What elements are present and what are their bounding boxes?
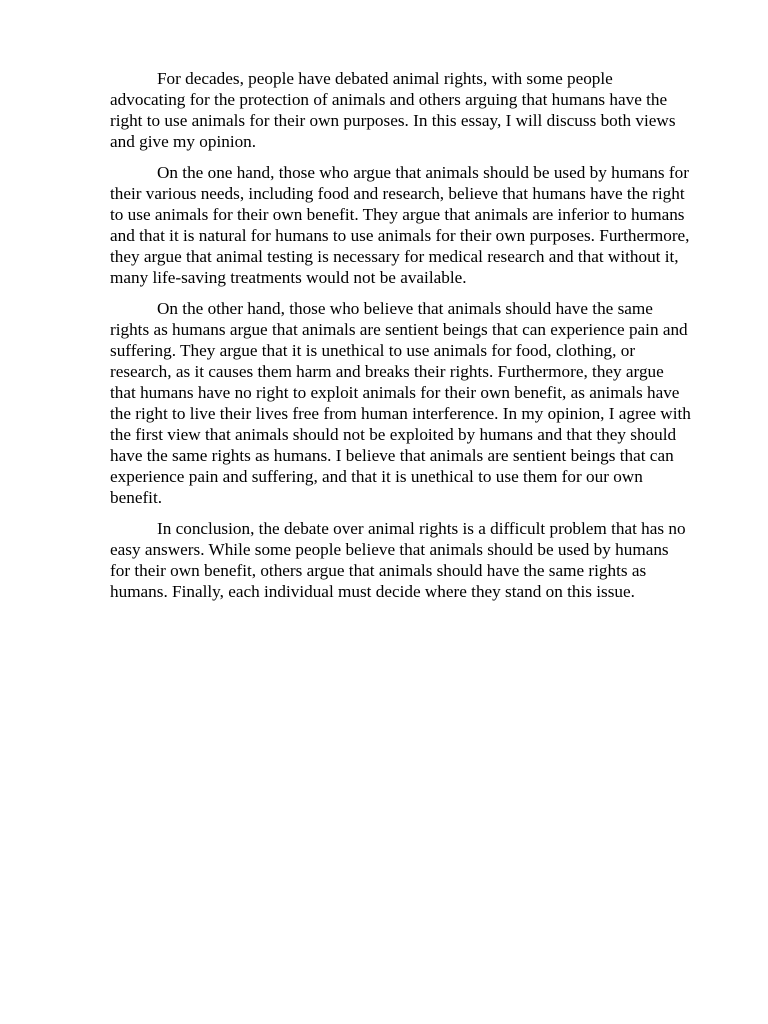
essay-body bbox=[110, 68, 692, 602]
paragraph-first-view: On the one hand, those who argue that animals should be used by humans for their various needs, including food and research, believe that humans have the right to use animals for their own benefit. They argue that animals are inferior to humans and that it is natural for humans to use animals for their own purposes. Furthermore, they argue that animal testing is necessary for medical research and that without it, many life-saving treatments would not be available. bbox=[110, 163, 690, 287]
paragraph-conclusion: In conclusion, the debate over animal rights is a difficult problem that has no easy answers. While some people believe that animals should be used by humans for their own benefit, others argue that animals should have the same rights as humans. Finally, each individual must decide where they stand on this issue. bbox=[110, 519, 686, 601]
paragraph-introduction: For decades, people have debated animal rights, with some people advocating for the protection of animals and others arguing that humans have the right to use animals for their own purposes. In this essay, I will discuss both views and give my opinion. bbox=[110, 69, 676, 151]
paragraph-second-view: On the other hand, those who believe that animals should have the same rights as humans argue that animals are sentient beings that can experience pain and suffering. They argue that it is unethical to use animals for food, clothing, or research, as it causes them harm and breaks their rights. Furthermore, they argue that humans have no right to exploit animals for their own benefit, as animals have the right to live their lives free from human interference. In my opinion, I agree with the first view that animals should not be exploited by humans and that they should have the same rights as humans. I believe that animals are sentient beings that can experience pain and suffering, and that it is unethical to use them for our own benefit. bbox=[110, 299, 691, 507]
